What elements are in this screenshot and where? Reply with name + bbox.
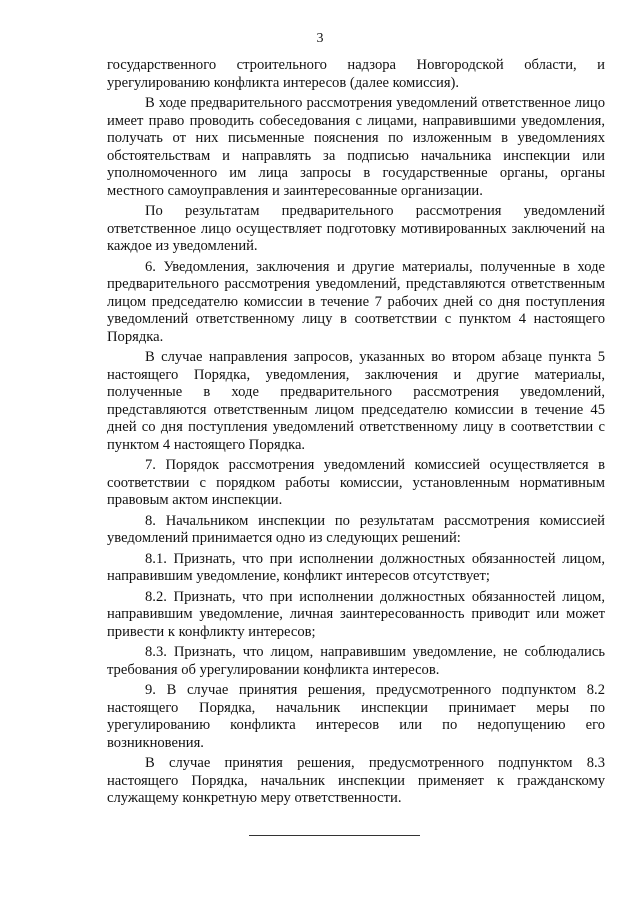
paragraph-item-7: 7. Порядок рассмотрения уведомлений комиссией осуществляется в соответствии с порядком работы комиссии, установленным нормативным правовым актом инспекции. xyxy=(107,457,605,508)
paragraph-item-6-requests: В случае направления запросов, указанных во втором абзаце пункта 5 настоящего Порядка, уведомления, заключения и другие материалы, полученные в ходе предварительного рассмотрения уведомлений, представляются ответственным лицом председателю комиссии в течение 45 дней со дня поступления уведомлений ответственному лицу в соответствии с пунктом 4 настоящего Порядка. xyxy=(107,349,605,453)
paragraph-item-9: 9. В случае принятия решения, предусмотренного подпунктом 8.2 настоящего Порядка, начальник инспекции принимает меры по урегулированию конфликта интересов или по недопущению его возникновения. xyxy=(107,682,605,751)
paragraph-item-9-responsibility: В случае принятия решения, предусмотренного подпунктом 8.3 настоящего Порядка, начальник инспекции применяет к гражданскому служащему конкретную меру ответственности. xyxy=(107,755,605,806)
paragraph-item-8-2: 8.2. Признать, что при исполнении должностных обязанностей лицом, направившим уведомление, личная заинтересованность приводит или может привести к конфликту интересов; xyxy=(107,588,605,640)
body-text xyxy=(107,57,605,811)
paragraph-item-8-1: 8.1. Признать, что при исполнении должностных обязанностей лицом, направившим уведомление, конфликт интересов отсутствует; xyxy=(107,550,605,584)
paragraph-preliminary-review-rights: В ходе предварительного рассмотрения уведомлений ответственное лицо имеет право проводить собеседования с лицами, направившими уведомления, получать от них письменные пояснения по изложенным в уведомлениях обстоятельствам и направлять за подписью начальника инспекции или уполномоченного им лица запросы в государственные органы, органы местного самоуправления и заинтересованные организации. xyxy=(107,95,605,199)
page-number: 3 xyxy=(316,31,324,46)
paragraph-item-8: 8. Начальником инспекции по результатам рассмотрения комиссией уведомлений принимается одно из следующих решений: xyxy=(107,512,605,546)
end-of-text-divider xyxy=(249,835,420,836)
paragraph-review-conclusions: По результатам предварительного рассмотрения уведомлений ответственное лицо осуществляет подготовку мотивированных заключений на каждое из уведомлений. xyxy=(107,203,605,254)
paragraph-item-6: 6. Уведомления, заключения и другие материалы, полученные в ходе предварительного рассмотрения уведомлений, представляются ответственным лицом председателю комиссии в течение 7 рабочих дней со дня поступления уведомлений ответственному лицу в соответствии с пунктом 4 настоящего Порядка. xyxy=(107,258,605,345)
paragraph-item-8-3: 8.3. Признать, что лицом, направившим уведомление, не соблюдались требования об урегулировании конфликта интересов. xyxy=(107,644,605,678)
paragraph-commission-continuation: государственного строительного надзора Новгородской области, и урегулированию конфликта интересов (далее комиссия). xyxy=(107,57,605,91)
